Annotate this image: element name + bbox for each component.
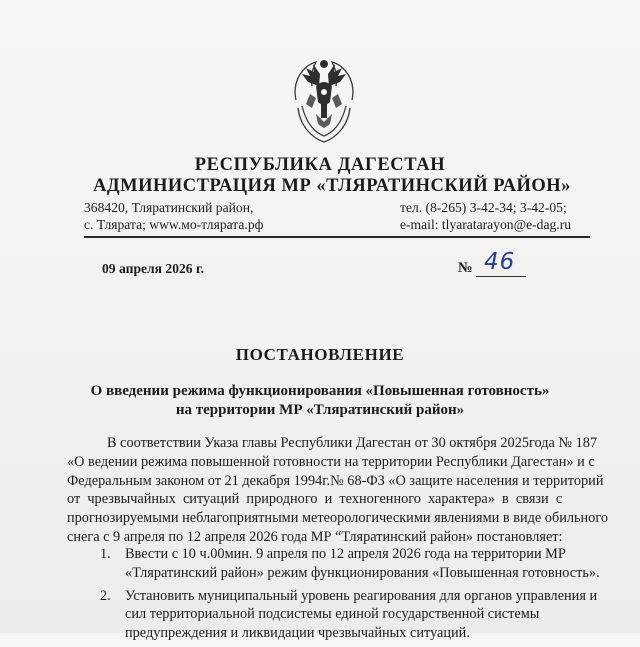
coat-of-arms-emblem: [286, 52, 362, 148]
number-underline: [476, 276, 526, 277]
preamble-line: от чрезвычайных ситуаций природного и техногенного характера» в связи с: [67, 491, 563, 508]
republic-heading: РЕСПУБЛИКА ДАГЕСТАН: [194, 155, 446, 175]
preamble-line: В соответствии Указа главы Республики Дагестан от 30 октября 2025года № 187: [107, 435, 598, 451]
address-line-2: с. Тлярата; www.мо-тлярата.рф: [84, 217, 264, 232]
number-label: №: [458, 260, 473, 276]
preamble-line: Федеральным законом от 21 декабря 1994г.№ 68-ФЗ «О защите населения и территорий: [67, 472, 604, 489]
document-date: 09 апреля 2026 г.: [102, 261, 205, 276]
list-item-number: 1.: [100, 546, 111, 562]
document-type-title: ПОСТАНОВЛЕНИЕ: [235, 345, 405, 364]
subject-line-1: О введении режима функционирования «Повышенная готовность»: [90, 383, 550, 399]
preamble-line: прогнозируемыми неблагоприятными метеорологическими явлениями в виде обильного: [67, 510, 608, 527]
list-item-line: Ввести с 10 ч.00мин. 9 апреля по 12 апреля 2026 года на территории МР: [125, 546, 566, 562]
phone-line: тел. (8-265) 3-42-34; 3-42-05;: [400, 200, 567, 215]
address-line-1: 368420, Тляратинский район,: [84, 200, 254, 215]
list-item-line: «Тляратинский район» режим функционирования «Повышенная готовность».: [125, 564, 600, 581]
resolution-list: [100, 545, 600, 647]
administration-heading: АДМИНИСТРАЦИЯ МР «ТЛЯРАТИНСКИЙ РАЙОН»: [93, 176, 571, 196]
list-item-line: Установить муниципальный уровень реагирования для органов управления и: [125, 587, 598, 604]
list-item: [100, 587, 598, 643]
preamble-line: «О ведении режима повышенной готовности на территории Республики Дагестан» и с: [67, 453, 595, 470]
list-item-line: предупреждения и ликвидации чрезвычайных ситуаций.: [125, 625, 470, 642]
list-item-number: 2.: [100, 587, 111, 604]
list-item: [100, 545, 600, 583]
document-number: 46: [484, 249, 516, 275]
preamble-paragraph: [67, 434, 608, 547]
list-item-line: сил территориальной подсистемы единой государственной системы: [125, 606, 540, 623]
header-divider: [84, 236, 590, 238]
preamble-line: снега с 9 апреля по 12 апреля 2026 года МР “Тляратинский район» постановляет:: [67, 528, 563, 545]
subject-line-2: на территории МР «Тляратинский район»: [175, 402, 465, 418]
email-line: e-mail: tlyaratarayon@e-dag.ru: [400, 217, 572, 232]
